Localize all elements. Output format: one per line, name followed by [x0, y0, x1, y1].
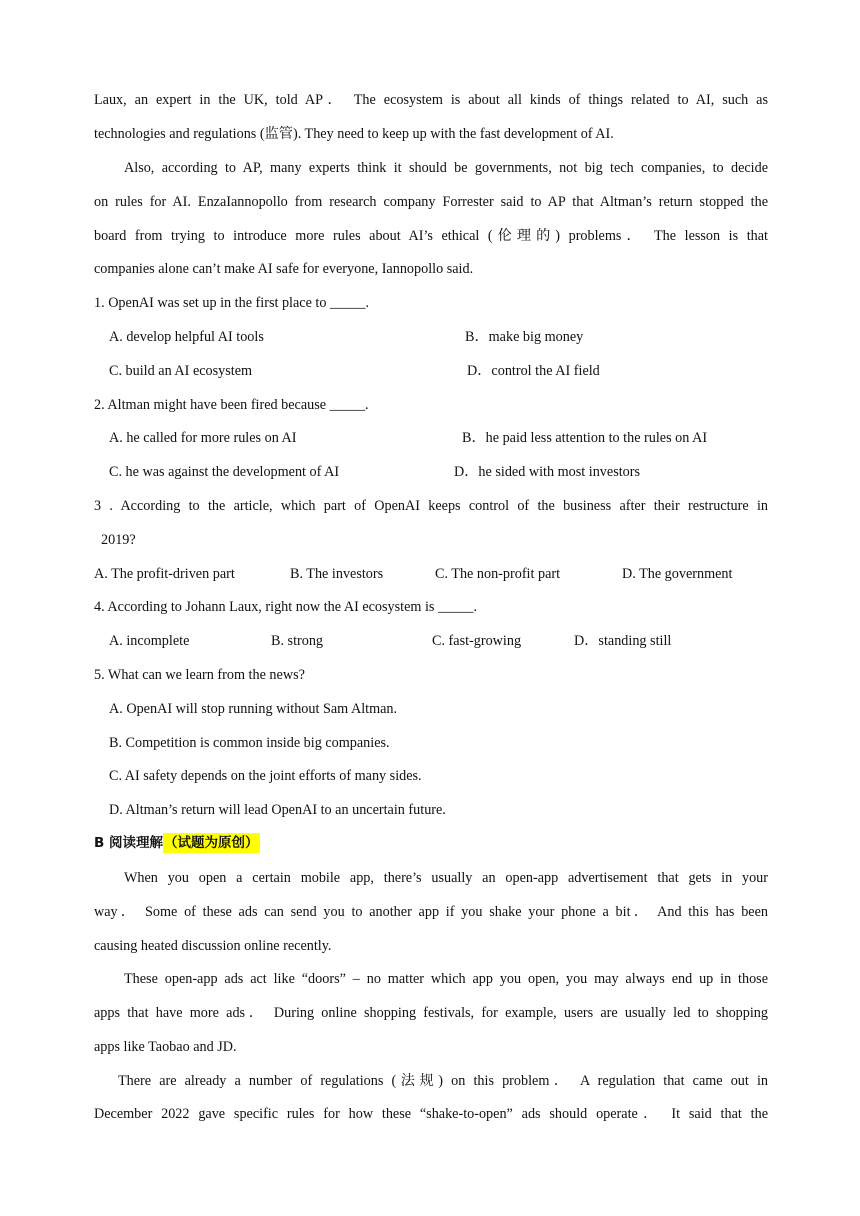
- question-5-option-b[interactable]: B. Competition is common inside big companies.: [109, 735, 390, 751]
- section-b-label: B 阅读理解: [94, 835, 163, 851]
- question-3-option-a[interactable]: A. The profit-driven part: [94, 566, 235, 582]
- section-b-highlight: （试题为原创）: [164, 835, 259, 851]
- question-2-stem: 2. Altman might have been fired because _____.: [94, 397, 369, 413]
- question-2-option-c[interactable]: C. he was against the development of AI: [109, 464, 340, 480]
- question-2-option-a[interactable]: A. he called for more rules on AI: [109, 430, 297, 446]
- passage-a-line-3: Also, according to AP, many experts think it should be governments, not big tech companies, to decide: [124, 160, 768, 176]
- passage-a-line-2: technologies and regulations (监管). They need to keep up with the fast development of AI.: [94, 126, 614, 142]
- question-2-option-b[interactable]: B．he paid less attention to the rules on AI: [462, 430, 708, 446]
- question-1-option-b[interactable]: B．make big money: [465, 329, 584, 345]
- passage-a-line-1: Laux, an expert in the UK, told AP． The ecosystem is about all kinds of things related to AI, such as: [94, 92, 768, 108]
- passage-b-line-2: way． Some of these ads can send you to another app if you shake your phone a bit． And this has been: [94, 904, 768, 920]
- passage-b-line-4: These open-app ads act like “doors” – no matter which app you open, you may always end up in those: [124, 971, 768, 987]
- question-1-option-c[interactable]: C. build an AI ecosystem: [109, 363, 253, 379]
- question-1-option-a[interactable]: A. develop helpful AI tools: [109, 329, 264, 345]
- question-1-stem: 1. OpenAI was set up in the first place to _____.: [94, 295, 370, 311]
- question-2-option-d[interactable]: D．he sided with most investors: [454, 464, 641, 480]
- passage-b-line-1: When you open a certain mobile app, there’s usually an open-app advertisement that gets in your: [124, 870, 768, 886]
- passage-b-line-5: apps that have more ads． During online shopping festivals, for example, users are usually led to shopping: [94, 1005, 768, 1021]
- question-3-option-d[interactable]: D. The government: [622, 566, 733, 582]
- passage-b-line-8: December 2022 gave specific rules for how these “shake-to-open” ads should operate． It said that the: [94, 1106, 768, 1122]
- question-3-option-b[interactable]: B. The investors: [290, 566, 384, 582]
- section-b-heading: [94, 833, 260, 853]
- passage-b-line-6: apps like Taobao and JD.: [94, 1039, 237, 1055]
- question-4-option-a[interactable]: A. incomplete: [109, 633, 190, 649]
- passage-a-line-4: on rules for AI. EnzaIannopollo from research company Forrester said to AP that Altman’s return stopped the: [94, 194, 768, 210]
- question-4-stem: 4. According to Johann Laux, right now the AI ecosystem is _____.: [94, 599, 478, 615]
- question-3-option-c[interactable]: C. The non-profit part: [435, 566, 561, 582]
- question-4-option-d[interactable]: D．standing still: [574, 633, 672, 649]
- question-5-option-a[interactable]: A. OpenAI will stop running without Sam Altman.: [109, 701, 398, 717]
- question-5-option-d[interactable]: D. Altman’s return will lead OpenAI to an uncertain future.: [109, 802, 446, 818]
- question-4-option-c[interactable]: C. fast-growing: [432, 633, 522, 649]
- passage-a-line-6: companies alone can’t make AI safe for everyone, Iannopollo said.: [94, 261, 474, 277]
- passage-b-line-7: There are already a number of regulations (法规) on this problem． A regulation that came out in: [118, 1073, 768, 1089]
- question-3-stem-line-2: 2019?: [101, 532, 136, 548]
- question-4-option-b[interactable]: B. strong: [271, 633, 324, 649]
- question-5-stem: 5. What can we learn from the news?: [94, 667, 305, 683]
- question-3-stem-line-1: 3 . According to the article, which part of OpenAI keeps control of the business after their restructure in: [94, 498, 768, 514]
- question-1-option-d[interactable]: D．control the AI field: [467, 363, 600, 379]
- question-5-option-c[interactable]: C. AI safety depends on the joint efforts of many sides.: [109, 768, 422, 784]
- passage-a-line-5: board from trying to introduce more rules about AI’s ethical (伦理的) problems． The lesson is that: [94, 228, 768, 244]
- passage-b-line-3: causing heated discussion online recently.: [94, 938, 332, 954]
